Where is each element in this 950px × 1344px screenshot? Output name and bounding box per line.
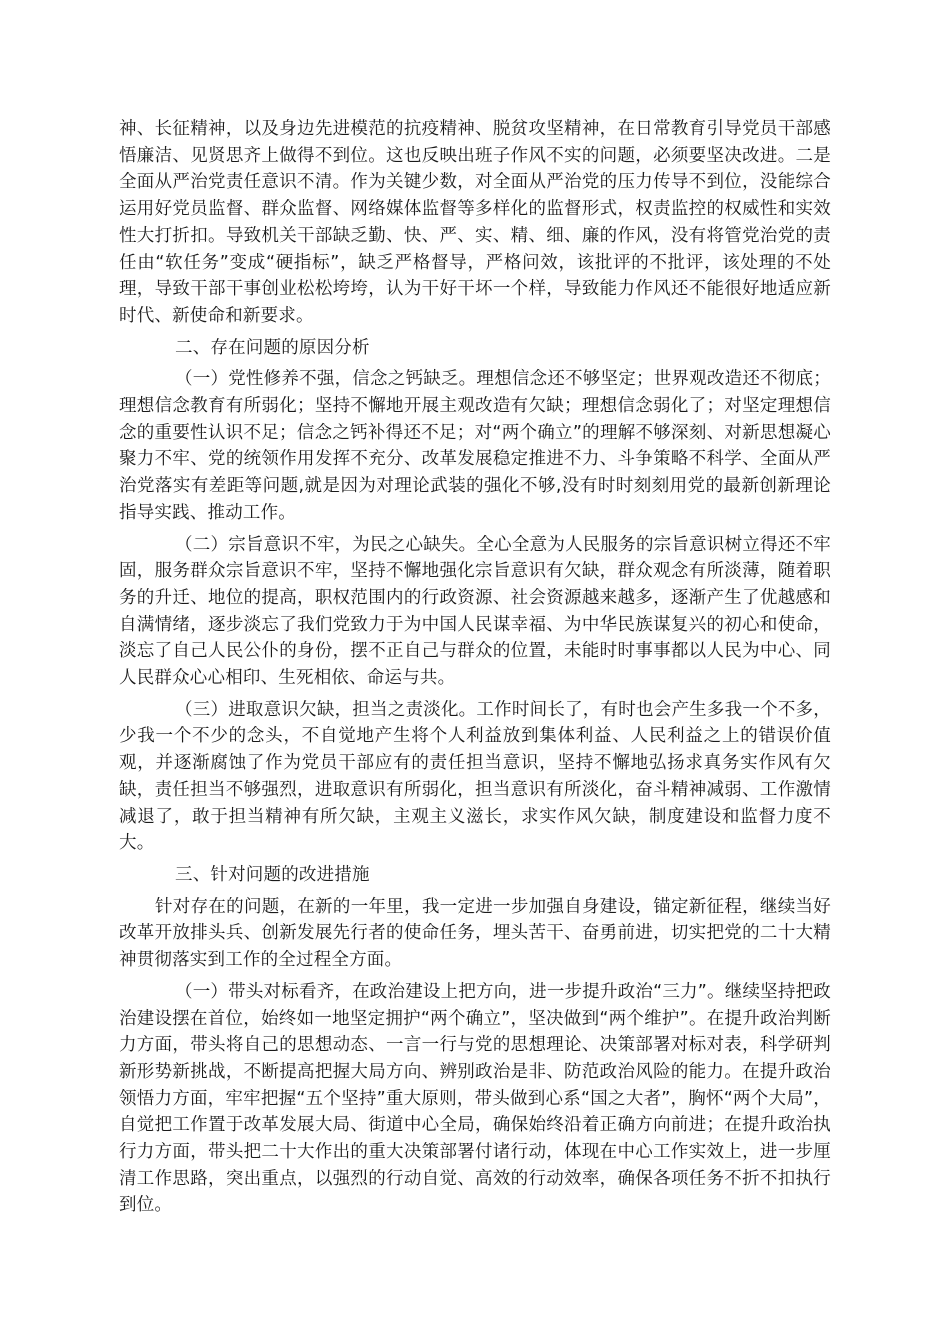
section-heading-2: 二、存在问题的原因分析 — [175, 337, 370, 358]
paragraph-reason-1: （一）党性修养不强，信念之钙缺乏。理想信念还不够坚定；世界观改造还不彻底；理想信念教育有所弱化；坚持不懈地开展主观改造有欠缺；理想信念弱化了；对坚定理想信念的重要性认识不足；信念之钙补得还不足；对“两个确立”的理解不够深刻、对新思想凝心聚力不牢、党的统领作用发挥不充分、改革发展稳定推进不力、斗争策略不科学、全面从严治党落实有差距等问题,就是因为对理论武装的强化不够,没有时时刻刻用党的最新创新理论指导实践、推动工作。 — [119, 369, 831, 523]
section-heading-3: 三、针对问题的改进措施 — [175, 864, 370, 885]
paragraph-continued: 神、长征精神，以及身边先进模范的抗疫精神、脱贫攻坚精神，在日常教育引导党员干部感悟廉洁、见贤思齐上做得不到位。这也反映出班子作风不实的问题，必须要坚决改进。二是全面从严治党责任意识不清。作为关键少数，对全面从严治党的压力传导不到位，没能综合运用好党员监督、群众监督、网络媒体监督等多样化的监督形式，权责监控的权威性和实效性大打折扣。导致机关干部缺乏勤、快、严、实、精、细、廉的作风，没有将管党治党的责任由“软任务”变成“硬指标”，缺乏严格督导，严格问效，该批评的不批评，该处理的不处理，导致干部干事创业松松垮垮，认为干好干坏一个样，导致能力作风还不能很好地适应新时代、新使命和新要求。 — [119, 119, 831, 326]
paragraph-reason-2: （二）宗旨意识不牢，为民之心缺失。全心全意为人民服务的宗旨意识树立得还不牢固，服务群众宗旨意识不牢，坚持不懈地强化宗旨意识有欠缺，群众观念有所淡薄，随着职务的升迁、地位的提高，职权范围内的行政资源、社会资源越来越多，逐渐产生了优越感和自满情绪，逐步淡忘了我们党致力于为中国人民谋幸福、为中华民族谋复兴的初心和使命，淡忘了自己人民公仆的身份，摆不正自己与群众的位置，未能时时事事都以人民为中心、同人民群众心心相印、生死相依、命运与共。 — [119, 534, 831, 689]
document-page — [119, 116, 831, 1219]
paragraph-reason-3: （三）进取意识欠缺，担当之责淡化。工作时间长了，有时也会产生多我一个不多，少我一个不少的念头，不自觉地产生将个人利益放到集体利益、人民利益之上的错误价值观，并逐渐腐蚀了作为党员干部应有的责任担当意识，坚持不懈地弘扬求真务实作风有欠缺，责任担当不够强烈，进取意识有所弱化，担当意识有所淡化，奋斗精神减弱、工作激情减退了，敢于担当精神有所欠缺，主观主义滋长，求实作风欠缺，制度建设和监督力度不大。 — [119, 699, 831, 854]
paragraph-intro-measures: 针对存在的问题，在新的一年里，我一定进一步加强自身建设，锚定新征程，继续当好改革开放排头兵、创新发展先行者的使命任务，埋头苦干、奋勇前进，切实把党的二十大精神贯彻落实到工作的全过程全方面。 — [119, 896, 831, 971]
paragraph-measure-1: （一）带头对标看齐，在政治建设上把方向，进一步提升政治“三力”。继续坚持把政治建设摆在首位，始终如一地坚定拥护“两个确立”，坚决做到“两个维护”。在提升政治判断力方面，带头将自己的思想动态、一言一行与党的思想理论、决策部署对标对表，科学研判新形势新挑战，不断提高把握大局方向、辨别政治是非、防范政治风险的能力。在提升政治领悟力方面，牢牢把握“五个坚持”重大原则，带头做到心系“国之大者”，胸怀“两个大局”，自觉把工作置于改革发展大局、街道中心全局，确保始终沿着正确方向前进；在提升政治执行力方面，带头把二十大作出的重大决策部署付诸行动，体现在中心工作实效上，进一步厘清工作思路，突出重点，以强烈的行动自觉、高效的行动效率，确保各项任务不折不扣执行到位。 — [119, 981, 831, 1216]
